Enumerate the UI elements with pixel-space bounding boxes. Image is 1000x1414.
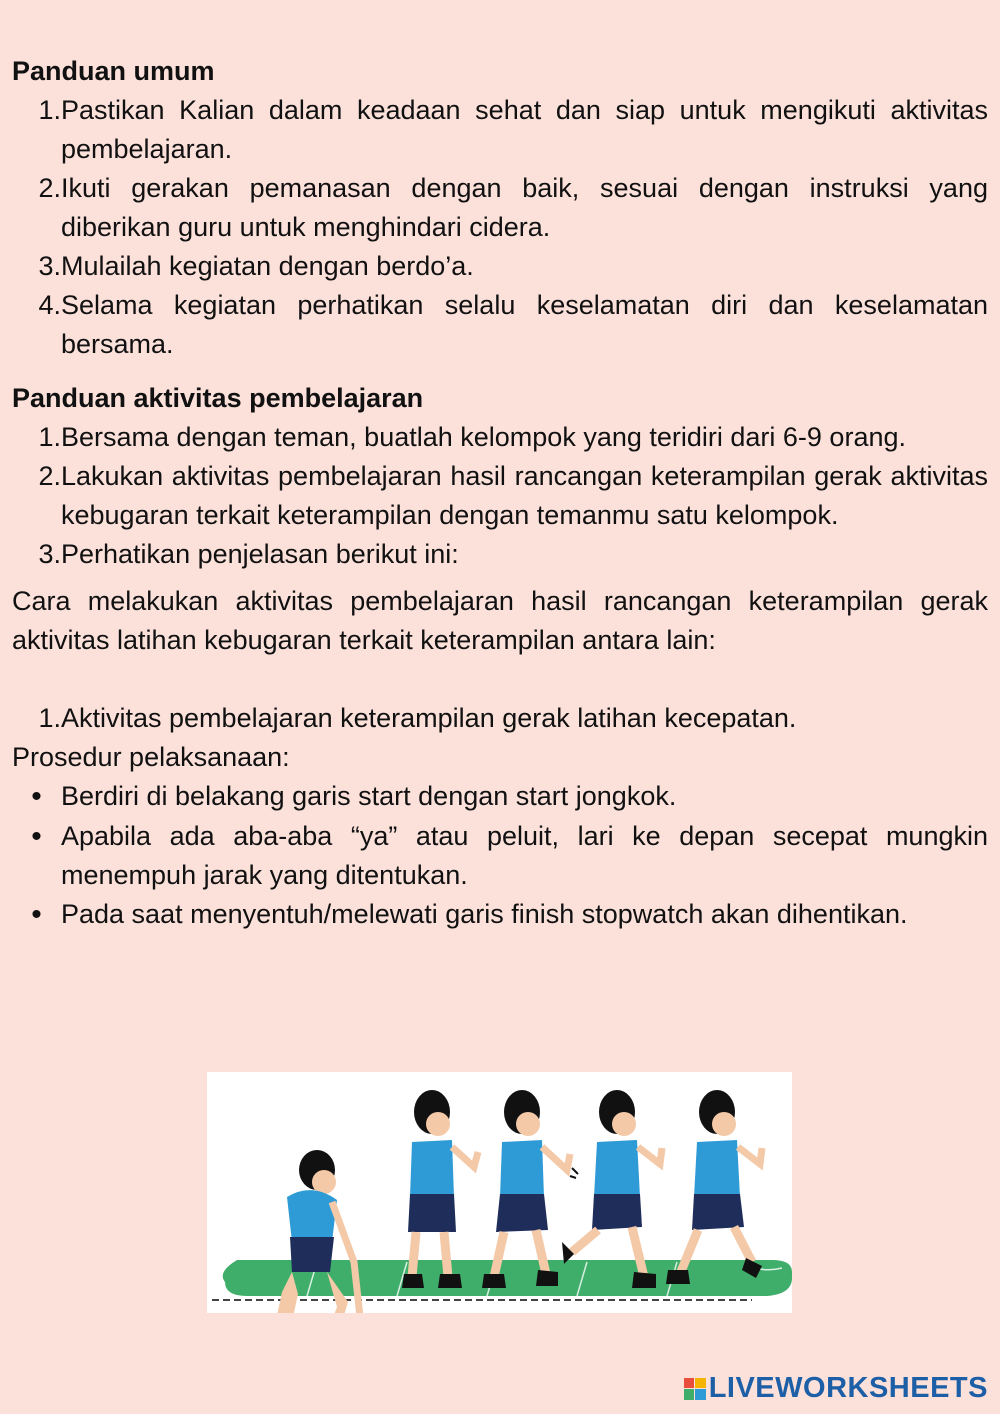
list-item: 4. Selama kegiatan perhatikan selalu keselamatan diri dan keselamatan bersama. xyxy=(38,290,988,359)
bullet-icon xyxy=(12,817,61,895)
list-item: • Berdiri di belakang garis start dengan start jongkok. xyxy=(12,777,988,817)
runner-3 xyxy=(482,1090,570,1288)
list-item: 1. Aktivitas pembelajaran keterampilan gerak latihan kecepatan. xyxy=(38,703,797,733)
speed-activity-list xyxy=(12,699,988,738)
general-guide-list xyxy=(12,91,988,364)
list-item: 2. Lakukan aktivitas pembelajaran hasil rancangan keterampilan gerak aktivitas kebugaran terkait keterampilan dengan temanmu satu kelompok. xyxy=(38,461,988,530)
logo-icon xyxy=(684,1378,706,1400)
intro-paragraph: Cara melakukan aktivitas pembelajaran hasil rancangan keterampilan gerak aktivitas latihan kebugaran terkait keterampilan antara lain: xyxy=(12,586,988,655)
runner-5 xyxy=(666,1090,762,1284)
runner-2 xyxy=(402,1090,478,1288)
list-item: 3. Mulailah kegiatan dengan berdo’a. xyxy=(38,251,474,281)
logo-text: LIVEWORKSHEETS xyxy=(708,1372,988,1404)
bullet-icon xyxy=(12,777,61,817)
liveworksheets-logo xyxy=(684,1372,988,1405)
bullet-icon xyxy=(12,895,61,935)
list-item: • Pada saat menyentuh/melewati garis finish stopwatch akan dihentikan. xyxy=(12,895,988,935)
runner-sequence-image xyxy=(207,1072,792,1313)
sprint-start-illustration xyxy=(207,1072,792,1313)
activity-guide-list xyxy=(12,418,988,574)
procedure-steps xyxy=(12,777,988,935)
list-item: 1. Pastikan Kalian dalam keadaan sehat dan siap untuk mengikuti aktivitas pembelajaran. xyxy=(38,95,988,164)
runner-4 xyxy=(562,1090,662,1288)
list-item: 1. Bersama dengan teman, buatlah kelompok yang teridiri dari 6-9 orang. xyxy=(38,422,906,452)
activity-guide-heading: Panduan aktivitas pembelajaran xyxy=(12,383,424,413)
procedure-label: Prosedur pelaksanaan: xyxy=(12,742,290,772)
list-item: 2. Ikuti gerakan pemanasan dengan baik, sesuai dengan instruksi yang diberikan guru untuk menghindari cidera. xyxy=(38,173,988,242)
general-guide-heading: Panduan umum xyxy=(12,56,215,86)
list-item: • Apabila ada aba-aba “ya” atau peluit, lari ke depan secepat mungkin menempuh jarak yang ditentukan. xyxy=(12,817,988,895)
worksheet-page xyxy=(12,52,988,935)
list-item: 3. Perhatikan penjelasan berikut ini: xyxy=(38,539,459,569)
